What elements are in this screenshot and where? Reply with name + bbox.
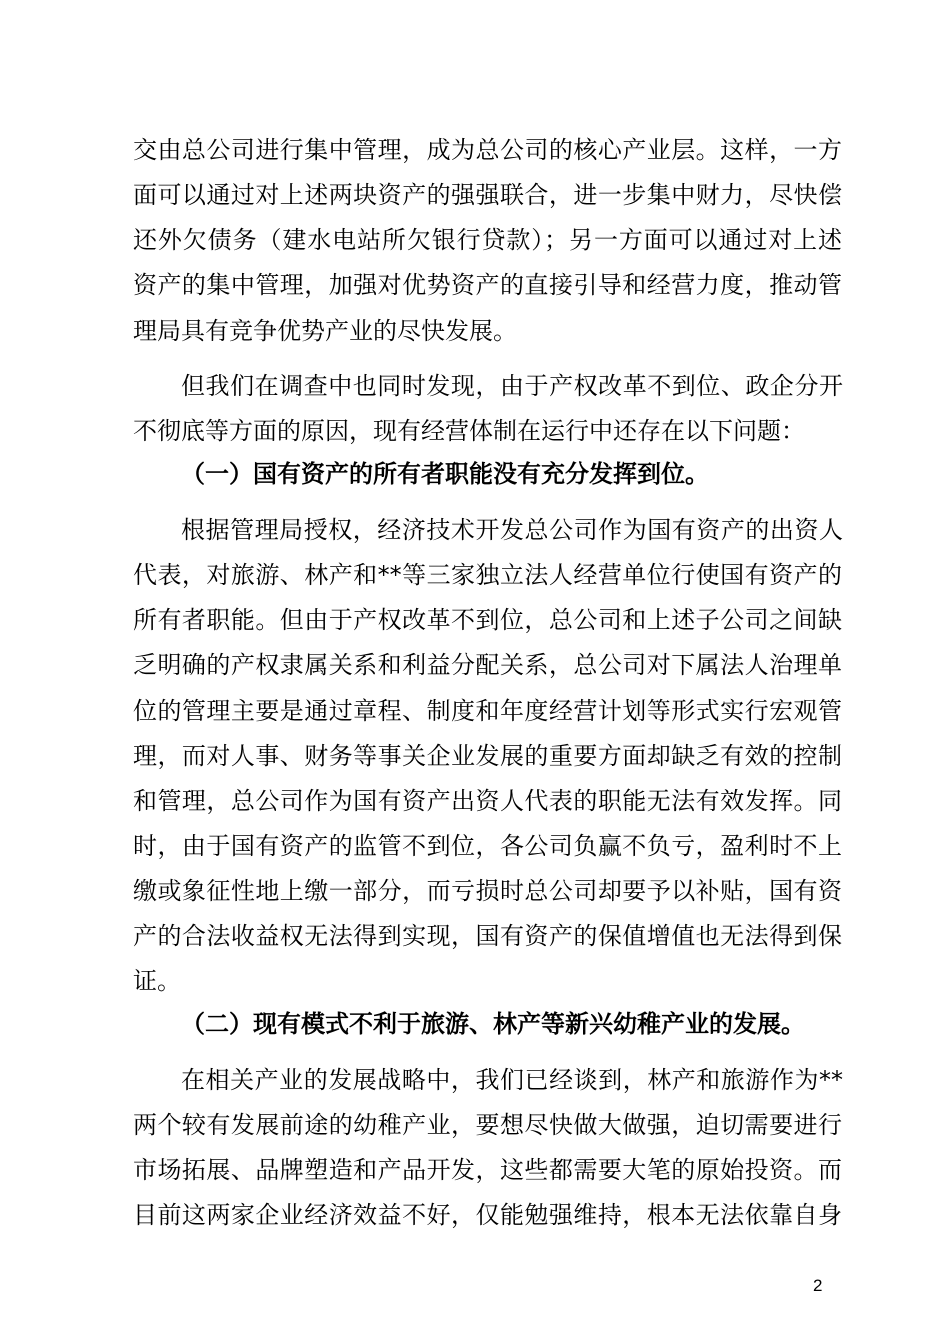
section-heading: （二）现有模式不利于旅游、林产等新兴幼稚产业的发展。: [181, 1010, 805, 1038]
section-heading: （一）国有资产的所有者职能没有充分发挥到位。: [181, 460, 709, 488]
page-number: 2: [813, 1276, 823, 1295]
body-text-line: 面可以通过对上述两块资产的强强联合，进一步集中财力，尽快偿: [133, 181, 842, 209]
body-text-line: 位的管理主要是通过章程、制度和年度经营计划等形式实行宏观管: [133, 697, 842, 725]
body-text-line: 乏明确的产权隶属关系和利益分配关系，总公司对下属法人治理单: [133, 651, 842, 679]
body-text-line: 时，由于国有资产的监管不到位，各公司负赢不负亏，盈利时不上: [133, 832, 842, 860]
body-text-line: 不彻底等方面的原因，现有经营体制在运行中还存在以下问题：: [133, 417, 805, 445]
body-text-line: 目前这两家企业经济效益不好，仅能勉强维持，根本无法依靠自身: [133, 1201, 842, 1229]
body-text-line: 交由总公司进行集中管理，成为总公司的核心产业层。这样，一方: [133, 136, 842, 164]
body-text-line: 市场拓展、品牌塑造和产品开发，这些都需要大笔的原始投资。而: [133, 1156, 842, 1184]
body-text-line: 产的合法收益权无法得到实现，国有资产的保值增值也无法得到保: [133, 922, 842, 950]
body-text-line: 缴或象征性地上缴一部分，而亏损时总公司却要予以补贴，国有资: [133, 877, 842, 905]
body-text-line: 两个较有发展前途的幼稚产业，要想尽快做大做强，迫切需要进行: [133, 1111, 842, 1139]
body-text-line: 资产的集中管理，加强对优势资产的直接引导和经营力度，推动管: [133, 271, 842, 299]
paragraph-first-line: 根据管理局授权，经济技术开发总公司作为国有资产的出资人: [181, 516, 843, 544]
body-text-line: 理局具有竞争优势产业的尽快发展。: [133, 317, 517, 345]
body-text-line: 证。: [133, 967, 181, 995]
body-text-line: 和管理，总公司作为国有资产出资人代表的职能无法有效发挥。同: [133, 787, 842, 815]
paragraph-first-line: 但我们在调查中也同时发现，由于产权改革不到位、政企分开: [181, 372, 843, 400]
body-text-line: 所有者职能。但由于产权改革不到位，总公司和上述子公司之间缺: [133, 606, 842, 634]
paragraph-first-line: 在相关产业的发展战略中，我们已经谈到，林产和旅游作为**: [181, 1066, 843, 1094]
body-text-line: 还外欠债务（建水电站所欠银行贷款）；另一方面可以通过对上述: [133, 226, 842, 254]
body-text-line: 代表，对旅游、林产和**等三家独立法人经营单位行使国有资产的: [133, 561, 842, 589]
body-text-line: 理，而对人事、财务等事关企业发展的重要方面却缺乏有效的控制: [133, 742, 842, 770]
